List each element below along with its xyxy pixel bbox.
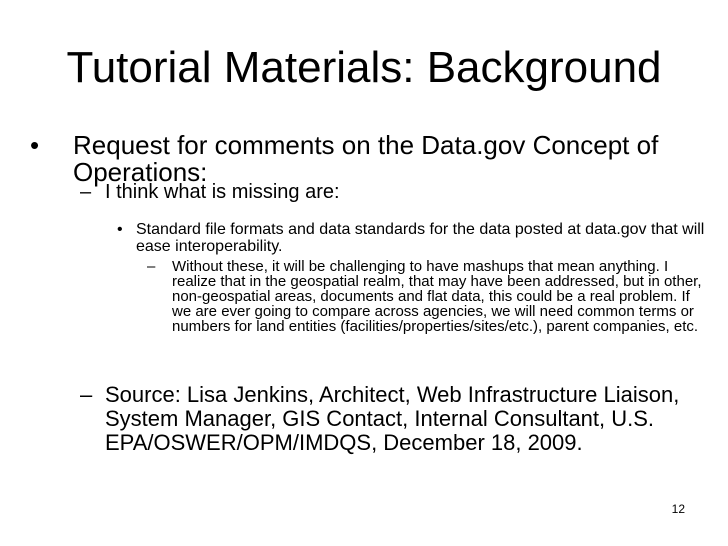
bullet-level-2 — [80, 181, 710, 203]
dash-marker: – — [80, 382, 93, 407]
bullet-text: Request for comments on the Data.gov Concept of Operations: — [73, 130, 659, 187]
bullet-level-3 — [117, 221, 710, 255]
bullet-marker: • — [30, 130, 40, 160]
bullet-marker: • — [117, 221, 123, 238]
slide-title: Tutorial Materials: Background — [66, 43, 662, 92]
bullet-level-1 — [30, 132, 710, 186]
bullet-text: Without these, it will be challenging to have mashups that mean anything. I realize that in the geospatial realm, that may have been addressed, but in other, non-geospatial areas, documents and flat data, this could be a real problem. If we are ever going to compare across agencies, we will need common terms or numbers for land entities (facilities/properties/sites/etc.), parent companies, etc. — [172, 258, 702, 335]
bullet-text: Standard file formats and data standards for the data posted at data.gov that will ease interoperability. — [136, 221, 705, 255]
dash-marker: – — [147, 258, 156, 275]
bullet-text: Source: Lisa Jenkins, Architect, Web Infrastructure Liaison, System Manager, GIS Contact, Internal Consultant, U.S. EPA/OSWER/OPM/IMDQS, December 18, 2009. — [105, 382, 680, 455]
dash-marker: – — [80, 181, 92, 203]
bullet-text: I think what is missing are: — [105, 181, 340, 203]
page-number: 12 — [671, 502, 685, 516]
bullet-level-2-source — [80, 383, 710, 455]
bullet-level-4 — [147, 259, 710, 334]
